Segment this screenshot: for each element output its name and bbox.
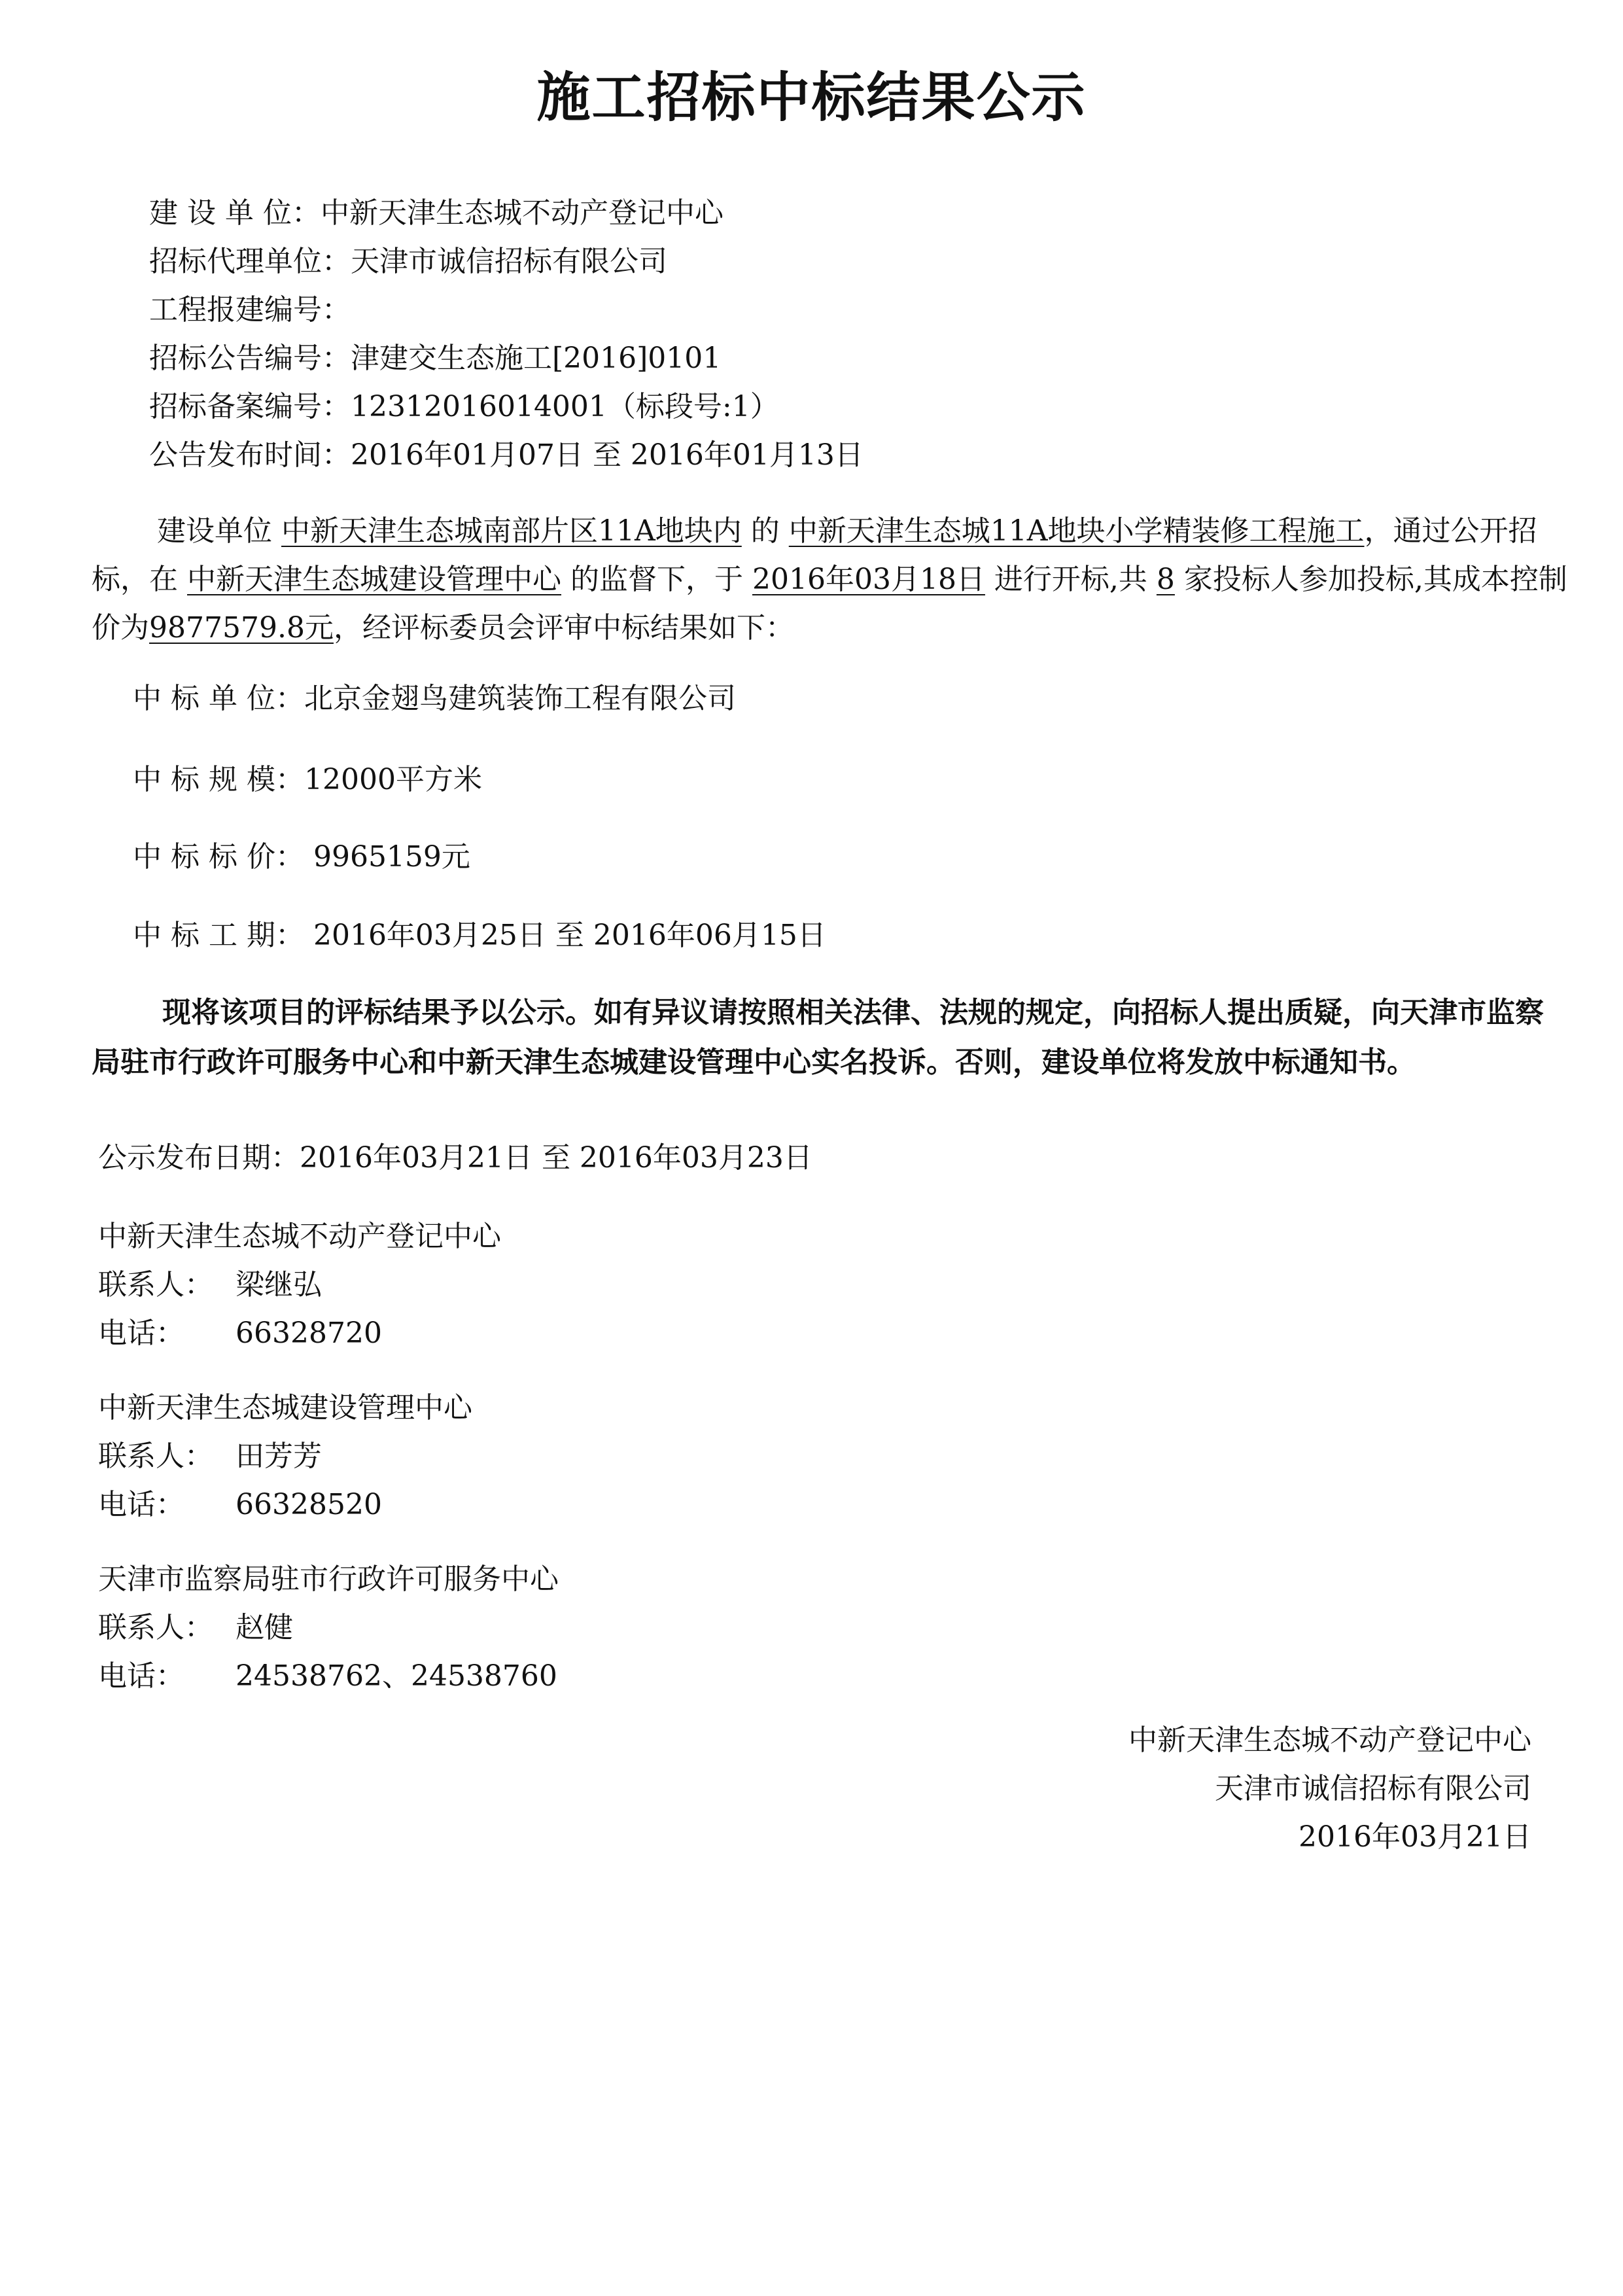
contact-person-label: 联系人：	[98, 1611, 213, 1644]
publish-time-value: 2016年01月07日 至 2016年01月13日	[351, 438, 864, 472]
contact-org: 天津市监察局驻市行政许可服务中心	[98, 1563, 559, 1596]
project-name: 中新天津生态城11A地块小学精装修工程施工	[788, 514, 1365, 548]
document-title: 施工招标中标结果公示	[536, 67, 1087, 129]
price-value: 9965159元	[304, 840, 470, 874]
publish-time-label: 公告发布时间：	[149, 438, 351, 472]
contact-person-row	[98, 1608, 293, 1648]
contact-person: 田芳芳	[236, 1439, 322, 1473]
body-text-mid5: 家投标人参加投标,其成本控制价为	[92, 563, 1567, 645]
body-text-mid1: 的	[741, 514, 789, 548]
bidder-count: 8	[1156, 563, 1175, 596]
contact-person-row	[98, 1437, 322, 1476]
body-text-suffix: ，经评标委员会评审中标结果如下：	[333, 611, 794, 645]
agent-row	[149, 242, 667, 281]
builder-value: 中新天津生态城不动产登记中心	[320, 196, 724, 230]
body-text-mid3: 的监督下，于	[561, 563, 752, 596]
signature-org-2: 天津市诚信招标有限公司	[1215, 1772, 1531, 1805]
contact-person-label: 联系人：	[98, 1268, 213, 1301]
period-row	[133, 916, 826, 955]
record-no-label: 招标备案编号：	[149, 390, 351, 423]
winner-value: 北京金翅鸟建筑装饰工程有限公司	[304, 682, 736, 715]
body-paragraph	[92, 507, 1577, 652]
contact-phone-row	[98, 1485, 382, 1525]
builder-row	[149, 194, 724, 233]
signature-date: 2016年03月21日	[1299, 1820, 1531, 1854]
contact-phone-row	[98, 1657, 557, 1696]
period-value: 2016年03月25日 至 2016年06月15日	[304, 919, 826, 952]
winner-row	[133, 679, 736, 718]
project-no-row	[149, 291, 351, 330]
contact-org: 中新天津生态城不动产登记中心	[98, 1220, 501, 1253]
supervisor-name: 中新天津生态城建设管理中心	[187, 563, 561, 596]
contact-phone: 66328520	[236, 1488, 382, 1521]
control-price: 9877579.8元	[149, 611, 334, 645]
contact-person-row	[98, 1265, 322, 1305]
scale-label: 中 标 规 模：	[133, 763, 304, 796]
record-no-row	[149, 387, 779, 427]
contact-phone-row	[98, 1314, 382, 1353]
price-row	[133, 838, 470, 877]
contact-phone: 24538762、24538760	[236, 1659, 557, 1693]
contact-person: 梁继弘	[236, 1268, 322, 1301]
notice-no-label: 招标公告编号：	[149, 342, 351, 375]
publicity-date: 公示发布日期：2016年03月21日 至 2016年03月23日	[98, 1141, 812, 1174]
project-location: 中新天津生态城南部片区11A地块内	[281, 514, 742, 548]
record-no-value: 12312016014001（标段号:1）	[351, 390, 779, 423]
contact-phone: 66328720	[236, 1316, 382, 1350]
period-label: 中 标 工 期：	[133, 919, 304, 952]
agent-value: 天津市诚信招标有限公司	[351, 245, 667, 278]
project-no-label: 工程报建编号：	[149, 293, 351, 327]
scale-row	[133, 760, 482, 800]
contact-org: 中新天津生态城建设管理中心	[98, 1391, 472, 1424]
body-text-prefix: 建设单位	[157, 514, 281, 548]
agent-label: 招标代理单位：	[149, 245, 351, 278]
contact-phone-label: 电话：	[98, 1659, 184, 1693]
notice-no-value: 津建交生态施工[2016]0101	[351, 342, 722, 375]
body-text-mid4: 进行开标,共	[985, 563, 1157, 596]
contact-phone-label: 电话：	[98, 1488, 184, 1521]
objection-notice: 现将该项目的评标结果予以公示。如有异议请按照相关法律、法规的规定，向招标人提出质疑，向天津市监察局驻市行政许可服务中心和中新天津生态城建设管理中心实名投诉。否则，建设单位将发放中标通知书。	[92, 996, 1544, 1079]
price-label: 中 标 标 价：	[133, 840, 304, 874]
winner-label: 中 标 单 位：	[133, 682, 304, 715]
signature-org-1: 中新天津生态城不动产登记中心	[1128, 1723, 1531, 1757]
open-date: 2016年03月18日	[752, 563, 985, 596]
body-text-mid2: ，通过公开招标，在	[92, 514, 1537, 596]
contact-person: 赵健	[236, 1611, 293, 1644]
scale-value: 12000平方米	[304, 763, 482, 796]
contact-phone-label: 电话：	[98, 1316, 184, 1350]
notice-no-row	[149, 339, 721, 378]
builder-label: 建 设 单 位：	[149, 196, 321, 230]
publish-time-row	[149, 436, 864, 475]
contact-person-label: 联系人：	[98, 1439, 213, 1473]
